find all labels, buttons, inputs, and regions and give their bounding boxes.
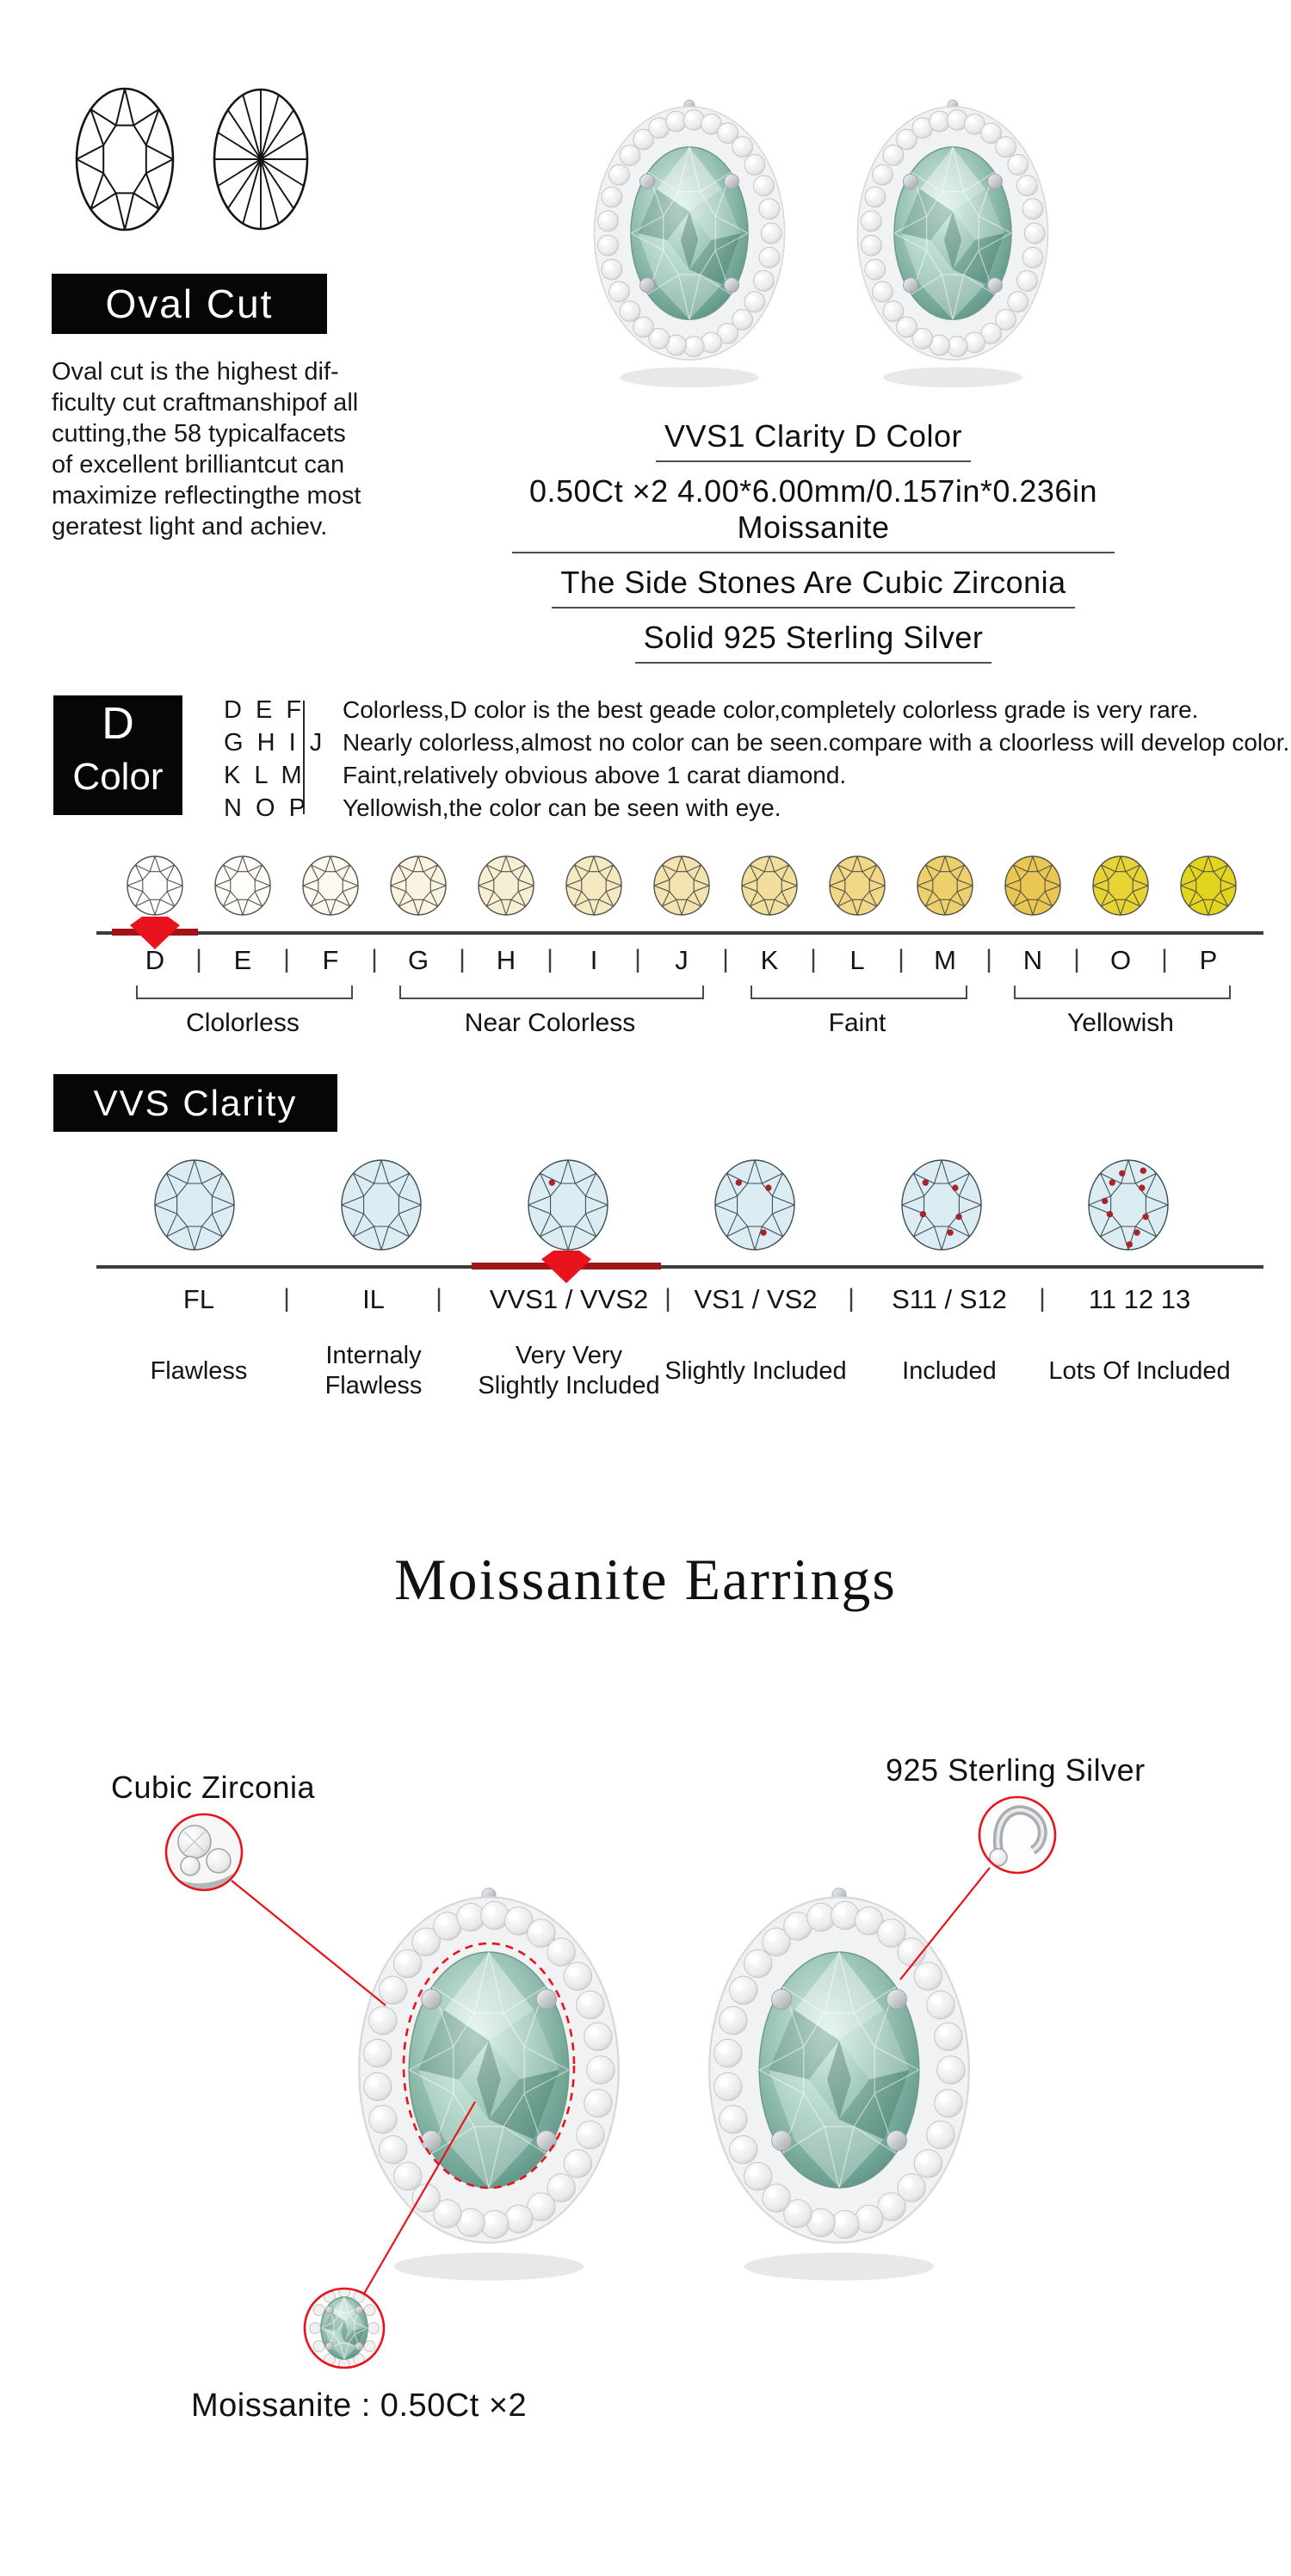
oval-cut-description-line: maximize reflectingthe most [52,482,361,510]
color-stone-O [1090,853,1152,918]
separator: | [634,945,641,973]
prong [725,174,739,188]
prong [886,2131,906,2151]
separator: | [1073,945,1080,973]
moissanite-gem [631,147,748,320]
earring [858,100,1048,387]
oval-cut-description-line: ficulty cut craftmanshipof all [52,389,359,417]
sterling-silver-label: 925 Sterling Silver [886,1752,1146,1788]
color-scale-line [96,931,1263,935]
color-legend-row [224,694,1239,726]
separator: | [195,945,202,973]
prong [904,174,918,188]
clarity-stone-4 [712,1157,798,1253]
color-stone-I [563,853,625,918]
clarity-title: VVS Clarity [93,1082,298,1123]
separator: | [1161,945,1168,973]
color-stone-H [475,853,537,918]
spec-line: Solid 925 Sterling Silver [635,620,992,664]
oval-cut-description-line: of excellent brilliantcut can [52,451,345,479]
moissanite-label: Moissanite : 0.50Ct ×2 [191,2388,528,2424]
color-legend-grades: N O P [224,794,309,822]
earring [709,1888,969,2281]
color-stone-M [914,853,976,918]
clarity-name-line: Included [902,1357,997,1385]
oval-cut-description [52,356,370,542]
color-stone-N [1002,853,1064,918]
d-color-badge-grade: D [102,699,134,749]
group-bracket [751,985,967,999]
separator: | [848,1284,855,1313]
earring-shadow [620,368,759,388]
prong [422,2131,442,2151]
clarity-grade-label: VVS1 / VVS2 [489,1284,649,1314]
color-legend-description: Nearly colorless,almost no color can be seen.compare with a cloorless will develop color. [343,729,1290,756]
color-legend-grades: G H I J [224,728,326,757]
oval-cut-crown-diagram [73,84,176,238]
color-group-label: Clolorless [186,1009,300,1037]
color-grade-letter-L: L [849,945,865,975]
cubic-zirconia-label: Cubic Zirconia [111,1770,316,1805]
color-grade-letter-I: I [590,945,598,975]
spec-line: The Side Stones Are Cubic Zirconia [552,565,1074,608]
page-title: Moissanite Earrings [394,1547,897,1612]
clarity-name-line: Internaly [325,1342,422,1369]
color-grade-letter-K: K [760,945,779,975]
earring-shadow [394,2252,584,2280]
separator: | [985,945,992,973]
color-grade-letter-P: P [1199,945,1218,975]
color-stone-G [387,853,449,918]
clarity-name-line: Flawless [150,1357,248,1385]
moissanite-gem [894,147,1011,320]
clarity-stone-1 [151,1157,238,1253]
oval-cut-description-line: Oval cut is the highest dif- [52,358,339,386]
earring-shadow [883,368,1022,388]
group-bracket [136,985,353,999]
moissanite-gem [759,1952,919,2188]
earring [595,100,785,387]
clarity-scale-line [96,1265,1263,1269]
oval-cut-description-line: cutting,the 58 typicalfacets [52,420,346,448]
cz-pointer-line [232,1881,386,2005]
d-color-badge-word: Color [72,756,164,798]
prong [988,278,1003,293]
earring [359,1888,619,2281]
clarity-name-line: Flawless [324,1372,423,1399]
separator: | [547,945,553,973]
color-group-label: Faint [828,1009,886,1037]
oval-cut-pavilion-diagram [212,86,310,237]
color-grade-letter-F: F [322,945,339,975]
separator: | [459,945,466,973]
separator: | [722,945,729,973]
selected-grade-marker [465,1245,668,1289]
separator: | [371,945,378,973]
prong [772,1989,792,2009]
clarity-grade-label: VS1 / VS2 [694,1284,818,1314]
oval-cut-title: Oval Cut [105,281,274,326]
clarity-grade-label: S11 / S12 [892,1284,1007,1314]
separator: | [435,1284,442,1313]
color-legend-grades: D E F [224,695,306,724]
oval-cut-banner [52,274,327,334]
prong [536,1989,556,2009]
color-stone-E [212,853,274,918]
prong [772,2131,792,2151]
oval-cut-description-line: geratest light and achiev. [52,513,328,541]
prong [640,278,655,293]
prong [988,174,1003,188]
color-grade-letter-M: M [934,945,956,975]
color-stone-D [124,853,186,918]
clarity-stone-3 [525,1157,611,1253]
color-grade-letter-E: E [233,945,252,975]
oval-pavilion-svg [212,86,310,232]
clarity-name-line: Slightly Included [664,1357,847,1385]
cz-detail [167,1815,241,1889]
silver-detail [980,1798,1054,1872]
color-grade-letter-J: J [675,945,689,975]
clarity-name-line: Very Very [515,1342,623,1369]
d-color-badge [53,695,182,815]
color-legend-description: Yellowish,the color can be seen with eye. [343,794,781,821]
moissanite-gem [409,1952,569,2188]
separator: | [898,945,905,973]
prong [640,174,655,188]
product-spec-lines [512,418,1115,675]
group-bracket [1014,985,1231,999]
color-stone-L [826,853,888,918]
hero-earrings-svg [534,82,1110,452]
clarity-grade-label: 11 12 13 [1088,1284,1191,1314]
prong [886,1989,906,2009]
color-grade-letter-N: N [1022,945,1043,975]
clarity-grade-label: IL [362,1284,385,1314]
color-group-label: Near Colorless [464,1009,636,1037]
separator: | [664,1284,671,1313]
prong [422,1989,442,2009]
prong [904,278,918,293]
hero-earrings-photo [534,82,1110,456]
separator: | [810,945,817,973]
color-stone-K [738,853,800,918]
oval-crown-svg [73,84,176,234]
color-grade-letter-O: O [1109,945,1132,975]
color-legend [224,694,1290,825]
color-grade-letter-G: G [407,945,429,975]
earring-shadow [744,2252,934,2280]
color-legend-row [224,726,1290,759]
clarity-grade-name [1023,1356,1256,1387]
spec-line: 0.50Ct ×2 4.00*6.00mm/0.157in*0.236in Moissanite [512,473,1115,553]
color-stone-J [651,853,713,918]
color-stone-P [1177,853,1239,918]
clarity-name-line: Lots Of Included [1048,1357,1231,1385]
color-legend-row [224,759,1239,792]
clarity-banner [53,1074,337,1132]
silver-pointer-line [900,1868,990,1980]
clarity-name-line: Slightly Included [478,1372,660,1399]
color-legend-description: Colorless,D color is the best geade color,completely colorless grade is very rare. [343,696,1199,723]
clarity-stone-5 [899,1157,985,1253]
group-bracket [399,985,704,999]
color-stone-F [300,853,361,918]
spec-line: VVS1 Clarity D Color [656,418,971,462]
clarity-stone-6 [1085,1157,1171,1253]
color-legend-row [224,792,1239,825]
color-grade-letter-H: H [496,945,516,975]
color-group-label: Yellowish [1067,1009,1174,1037]
separator: | [283,945,290,973]
color-legend-description: Faint,relatively obvious above 1 carat diamond. [343,762,847,788]
clarity-grade-label: FL [182,1284,215,1314]
color-legend-grades: K L M [224,761,306,789]
clarity-stone-2 [338,1157,424,1253]
color-grade-letter-D: D [145,945,165,975]
separator: | [1039,1284,1046,1313]
separator: | [283,1284,290,1313]
prong [725,278,739,293]
